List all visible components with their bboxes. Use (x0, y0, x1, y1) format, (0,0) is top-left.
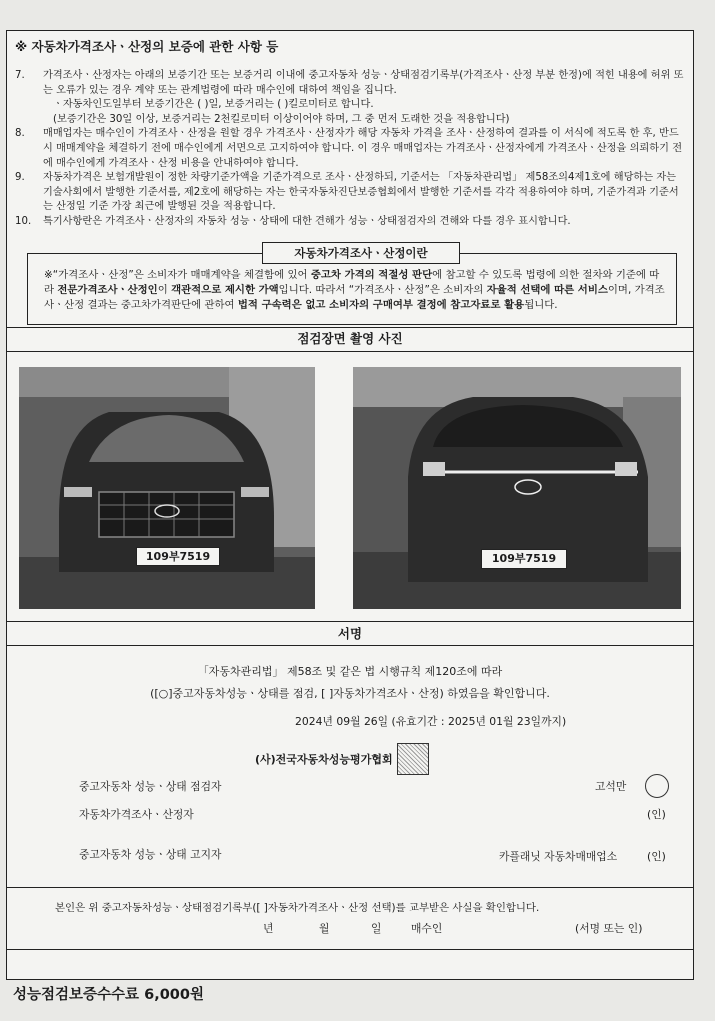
inspector-label: 중고자동차 성능ㆍ상태 점검자 (79, 780, 222, 793)
notifier-seal-mark: (인) (647, 850, 666, 863)
divider (7, 621, 693, 622)
rear-license-plate: 109부7519 (481, 549, 567, 569)
inspection-record-sheet (6, 30, 694, 1003)
inspection-fee: 성능점검보증수수료 6,000원 (13, 987, 204, 1003)
divider (7, 351, 693, 352)
year-label: 년 (263, 922, 274, 935)
front-inspection-photo (19, 367, 315, 609)
receipt-confirmation: 본인은 위 중고자동차성능ㆍ상태점검기록부([ ]자동차가격조사ㆍ산정 선택)를 교부받은 사실을 확인합니다. (55, 902, 540, 914)
appraiser-label: 자동차가격조사ㆍ산정자 (79, 808, 194, 821)
inspection-date: 2024년 09월 26일 (유효기간 : 2025년 01월 23일까지) (295, 715, 567, 728)
definition-title: 자동차가격조사ㆍ산정이란 (262, 242, 460, 264)
warranty-item-8: 8. 매매업자는 매수인이 가격조사ㆍ산정을 원할 경우 가격조사ㆍ산정자가 해당 자동차 가격을 조사ㆍ산정하여 결과를 이 서식에 적도록 한 후, 반드시 매매계약을 체결하기 전에 매수인에게 서면으로 고지하여야 합니다. 이 경우 매매업자는 가격조사ㆍ산정자에게 가격조사ㆍ산정을 의뢰하기 전에 매수인에게 가격조사ㆍ산정 비용을 안내하여야 합니다. (15, 128, 683, 169)
warranty-period-line: ㆍ자동차인도일부터 보증기간은 ( )일, 보증거리는 ( )킬로미터로 합니다. (53, 99, 374, 111)
warranty-section-title: ※ 자동차가격조사ㆍ산정의 보증에 관한 사항 등 (15, 39, 279, 54)
divider (7, 645, 693, 646)
rear-inspection-photo (353, 367, 681, 609)
warranty-item-9: 9. 자동차가격은 보험개발원이 정한 차량기준가액을 기준가격으로 조사ㆍ산정하되, 기준서는 「자동차관리법」 제58조의4제1호에 해당하는 자는 기술사회에서 발행한 기준서를, 제2호에 해당하는 자는 한국자동차진단보증협회에서 발행한 기준서를 각각 적용하여야 하며, 기준가격과 기준서는 산정일 기준 가장 최근에 발행된 것을 적용합니다. (15, 172, 679, 213)
inspector-stamp-icon (645, 774, 669, 798)
signature-section-title: 서명 (337, 626, 363, 641)
buyer-sign-mark: (서명 또는 인) (575, 922, 643, 935)
month-label: 월 (319, 922, 330, 935)
day-label: 일 (371, 922, 382, 935)
warranty-period-note: (보증기간은 30일 이상, 보증거리는 2천킬로미터 이상이어야 하며, 그 중 먼저 도래한 것을 적용합니다) (53, 113, 510, 125)
buyer-label: 매수인 (411, 922, 443, 935)
association-seal-icon (397, 743, 429, 775)
definition-box: ※“가격조사ㆍ산정”은 소비자가 매매계약을 체결함에 있어 중고차 가격의 적절성 판단에 참고할 수 있도록 법령에 의한 절차와 기준에 따라 전문가격조사ㆍ산정인이 객관적으로 제시한 가액입니다. 따라서 “가격조사ㆍ산정”은 소비자의 자율적 선택에 따른 서비스이며, 가격조사ㆍ산정 결과는 중고차가격판단에 관하여 법적 구속력은 없고 소비자의 구매여부 결정에 참고자료로 활용됩니다. (27, 253, 677, 325)
divider (7, 949, 693, 950)
photo-section-title: 점검장면 촬영 사진 (297, 331, 403, 346)
law-reference-line: 「자동차관리법」 제58조 및 같은 법 시행규칙 제120조에 따라 (197, 665, 503, 678)
legal-confirmation (7, 661, 693, 705)
notifier-name: 카플래닛 자동차매매업소 (499, 850, 618, 863)
warranty-item-7: 7. 가격조사ㆍ산정자는 아래의 보증기간 또는 보증거리 이내에 중고자동차 성능ㆍ상태점검기록부(가격조사ㆍ산정 부분 한정)에 적힌 내용에 허위 또는 오류가 있는 경우 계약 또는 관계법령에 따라 매수인에 대하여 책임을 집니다. (15, 70, 684, 96)
confirmation-line: ([○]중고자동차성능ㆍ상태를 점검, [ ]자동차가격조사ㆍ산정) 하였음을 확인합니다. (150, 687, 550, 700)
divider (7, 887, 693, 888)
warranty-items-list (15, 69, 685, 230)
front-license-plate: 109부7519 (136, 547, 220, 566)
association-name: (사)전국자동차성능평가협회 (255, 753, 393, 766)
appraiser-seal-mark: (인) (647, 808, 666, 821)
notifier-label: 중고자동차 성능ㆍ상태 고지자 (79, 848, 222, 861)
inspector-name: 고석만 (595, 780, 627, 793)
association-name-block (255, 743, 429, 775)
warranty-item-10: 10. 특기사항란은 가격조사ㆍ산정자의 자동차 성능ㆍ상태에 대한 견해가 성능ㆍ상태점검자의 견해와 다를 경우 표시합니다. (15, 215, 571, 227)
divider (7, 327, 693, 328)
